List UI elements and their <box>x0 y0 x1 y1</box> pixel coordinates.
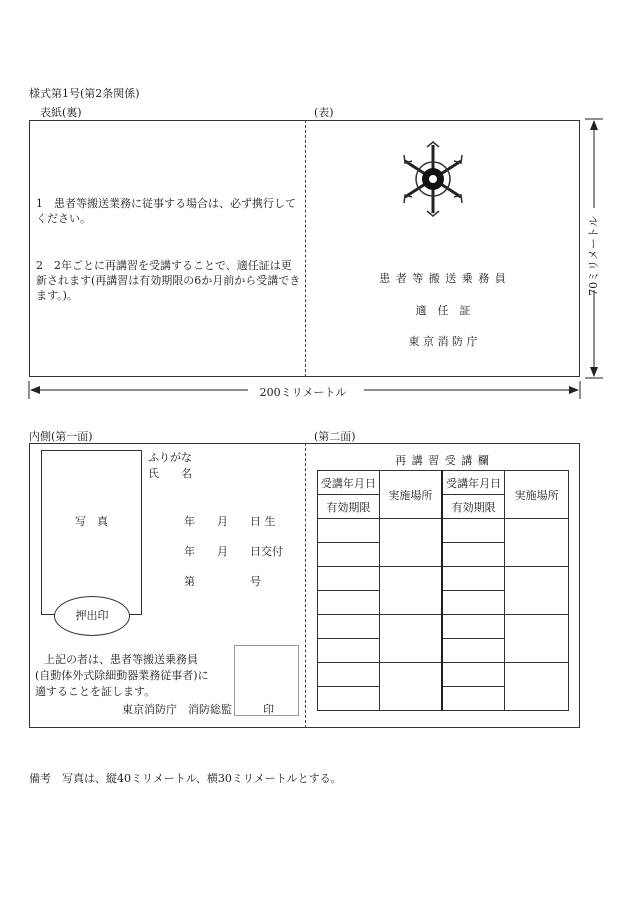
certify-line-1: 上記の者は、患者等搬送乗務員 <box>44 653 198 666</box>
entry-expiry-cell[interactable] <box>442 543 505 567</box>
entry-place-cell[interactable] <box>505 519 569 567</box>
entry-date-cell[interactable] <box>318 663 380 687</box>
name-label: 氏 名 <box>148 467 192 480</box>
birth-date-line: 年 月 日 生 <box>184 515 276 528</box>
inside-first-label: 内側(第一面) <box>29 430 93 443</box>
entry-place-cell[interactable] <box>379 519 442 567</box>
col-header-place-1: 実施場所 <box>379 471 442 519</box>
entry-place-cell[interactable] <box>505 567 569 615</box>
embossed-seal <box>54 596 130 636</box>
card-subtitle: 適 任 証 <box>415 304 471 317</box>
col-header-date-2: 受講年月日 <box>442 471 505 495</box>
entry-date-cell[interactable] <box>442 615 505 639</box>
signatory: 東京消防庁 消防総監 <box>122 703 232 716</box>
cover-note-2: 2 2年ごとに再講習を受講することで、適任証は更新されます(再講習は有効期限の6か月前から受講できます。)。 <box>36 259 301 302</box>
entry-expiry-cell[interactable] <box>318 591 380 615</box>
entry-date-cell[interactable] <box>442 567 505 591</box>
cover-back-label: 表紙(裏) <box>40 106 82 119</box>
certify-line-2: (自動体外式除細動器業務従事者)に <box>35 669 209 682</box>
official-seal-mark: 印 <box>263 703 274 716</box>
card-title: 患 者 等 搬 送 乗 務 員 <box>379 272 507 285</box>
table-row <box>318 615 569 639</box>
inside-second-label: (第二面) <box>314 430 356 443</box>
tokyo-fire-department-emblem-icon <box>401 139 465 219</box>
cover-note-1: 1 患者等搬送業務に従事する場合は、必ず携行してください。 <box>36 197 296 225</box>
col-header-date-1: 受講年月日 <box>318 471 380 495</box>
retraining-table <box>317 470 569 711</box>
entry-expiry-cell[interactable] <box>442 639 505 663</box>
entry-date-cell[interactable] <box>442 519 505 543</box>
entry-expiry-cell[interactable] <box>318 687 380 711</box>
entry-place-cell[interactable] <box>379 615 442 663</box>
table-row <box>318 567 569 591</box>
entry-place-cell[interactable] <box>505 663 569 711</box>
entry-date-cell[interactable] <box>318 519 380 543</box>
certificate-number-line: 第 号 <box>184 575 261 588</box>
entry-expiry-cell[interactable] <box>442 591 505 615</box>
entry-expiry-cell[interactable] <box>318 543 380 567</box>
cover-front-label: (表) <box>314 106 334 119</box>
entry-place-cell[interactable] <box>505 615 569 663</box>
height-dimension-label: 70ミリメートル <box>587 216 600 296</box>
certify-line-3: 適することを証します。 <box>35 685 156 698</box>
entry-place-cell[interactable] <box>379 663 442 711</box>
inside-fold-line <box>305 443 306 728</box>
entry-date-cell[interactable] <box>318 567 380 591</box>
entry-place-cell[interactable] <box>379 567 442 615</box>
table-row <box>318 663 569 687</box>
entry-date-cell[interactable] <box>318 615 380 639</box>
entry-expiry-cell[interactable] <box>318 639 380 663</box>
width-dimension-label: 200ミリメートル <box>259 386 347 399</box>
form-title: 様式第1号(第2条関係) <box>29 87 140 100</box>
entry-date-cell[interactable] <box>442 663 505 687</box>
col-header-expiry-1: 有効期限 <box>318 495 380 519</box>
col-header-expiry-2: 有効期限 <box>442 495 505 519</box>
issue-date-line: 年 月 日交付 <box>184 545 283 558</box>
furigana-label: ふりがな <box>148 451 192 464</box>
remark: 備考 写真は、縦40ミリメートル、横30ミリメートルとする。 <box>29 772 342 785</box>
photo-frame <box>41 450 142 615</box>
col-header-place-2: 実施場所 <box>505 471 569 519</box>
card-issuer: 東 京 消 防 庁 <box>408 335 478 348</box>
photo-label: 写 真 <box>75 515 108 528</box>
embossed-seal-label: 押出印 <box>75 609 109 622</box>
table-row <box>318 519 569 543</box>
entry-expiry-cell[interactable] <box>442 687 505 711</box>
retraining-title: 再 講 習 受 講 欄 <box>395 454 490 467</box>
